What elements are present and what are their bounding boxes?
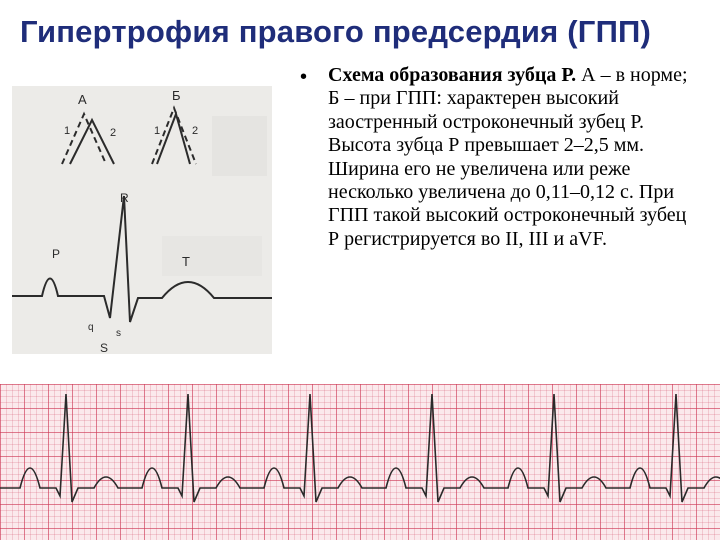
slide-title: Гипертрофия правого предсердия (ГПП)	[20, 14, 652, 49]
bullet-icon: •	[300, 66, 308, 88]
ecg-trace	[0, 384, 720, 540]
label-2a: 2	[110, 127, 117, 139]
bullet-heading: Схема образования зубца Р.	[328, 64, 577, 86]
label-a: А	[78, 92, 87, 107]
p-wave-diagram	[12, 86, 272, 354]
p-wave-diagram-graphic	[12, 86, 272, 354]
bullet-text	[328, 64, 695, 251]
ecg-strip	[0, 384, 720, 540]
wave-s-label: s	[116, 328, 121, 339]
wave-p-label: P	[52, 247, 61, 261]
wave-q-label: q	[88, 322, 94, 333]
bullet-item	[300, 64, 695, 251]
ecg-trace-line	[0, 394, 720, 502]
label-2b: 2	[192, 125, 199, 137]
label-1b: 1	[154, 125, 161, 137]
label-b: Б	[172, 88, 181, 103]
wave-t-label: T	[182, 254, 190, 269]
wave-r-label: R	[120, 191, 129, 205]
wave-s-cap-label: S	[100, 341, 109, 354]
label-1a: 1	[64, 125, 71, 137]
bullet-body: А – в норме; Б – при ГПП: характерен высокий заостренный остроконечный зубец Р. Высота зубца Р превышает 2–2,5 мм. Ширина его не увеличена или реже несколько увеличена до 0,11–0,12 с. При ГПП такой высокий остроконечный зубец Р регистрируется во II, III и aVF.	[328, 64, 688, 250]
